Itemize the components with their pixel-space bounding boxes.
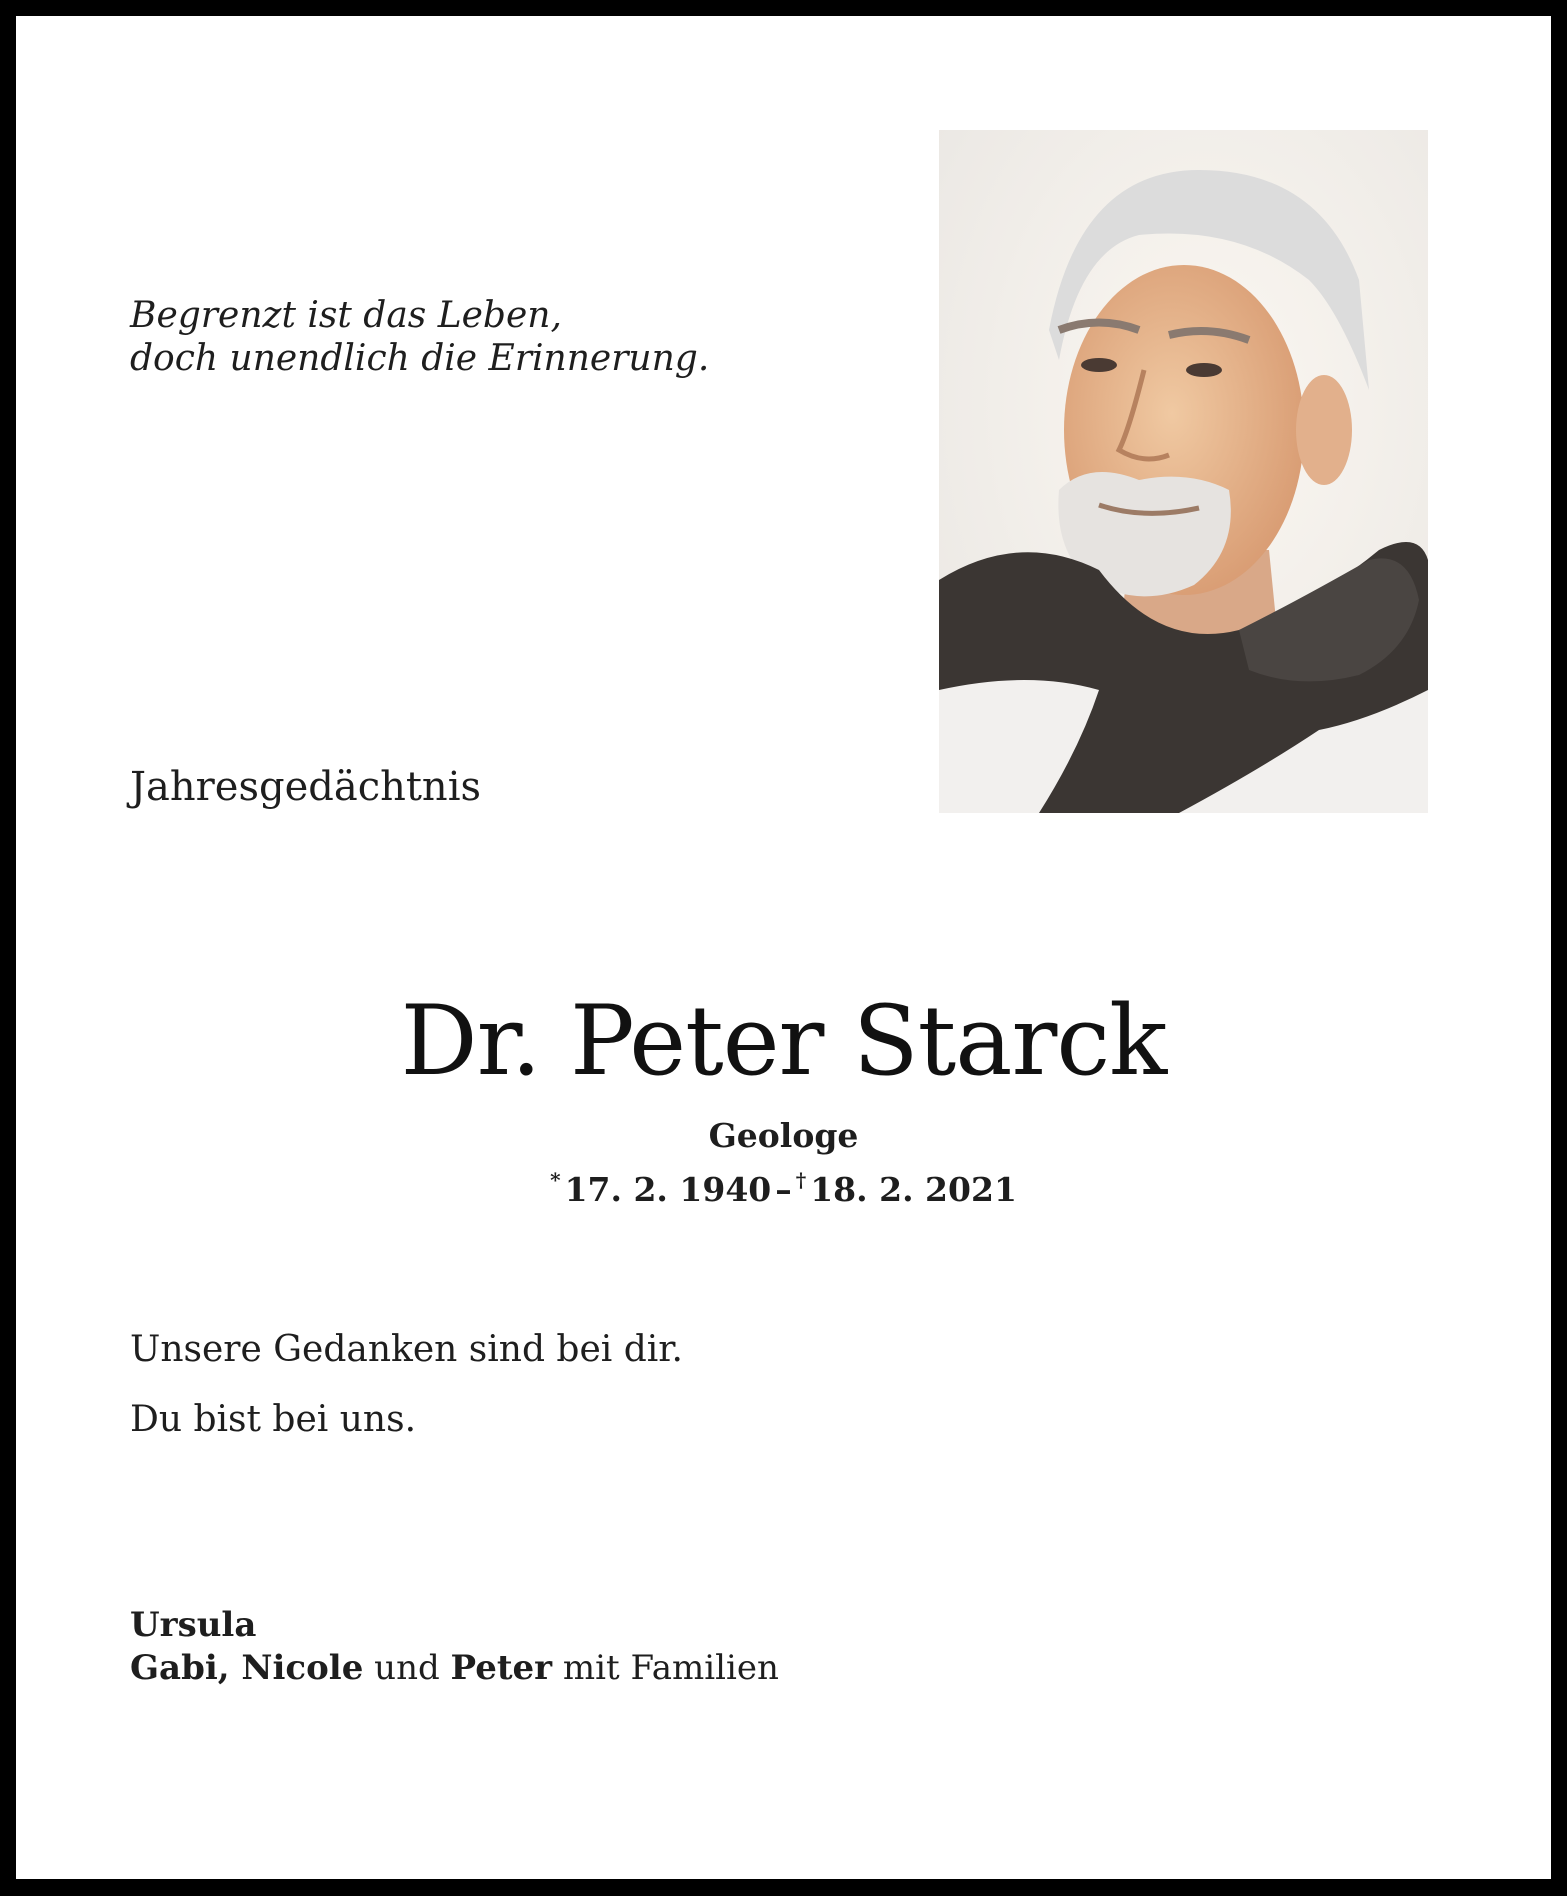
memorial-quote bbox=[130, 294, 709, 380]
signer-primary: Ursula bbox=[130, 1605, 257, 1645]
signers bbox=[130, 1604, 779, 1690]
message-line-1: Unsere Gedanken sind bei dir. bbox=[130, 1329, 683, 1370]
quote-line-2: doch unendlich die Erinnerung. bbox=[130, 338, 710, 379]
deceased-name: Dr. Peter Starck bbox=[400, 985, 1167, 1097]
signer-names-a: Gabi, Nicole bbox=[130, 1648, 364, 1688]
profession: Geologe bbox=[708, 1116, 859, 1155]
portrait-photo bbox=[939, 130, 1428, 813]
signer-name-b: Peter bbox=[450, 1648, 553, 1688]
death-symbol: † bbox=[795, 1168, 807, 1192]
occasion-heading: Jahresgedächtnis bbox=[130, 764, 482, 810]
date-separator: – bbox=[775, 1170, 792, 1209]
portrait-illustration bbox=[939, 130, 1428, 813]
quote-line-1: Begrenzt ist das Leben, bbox=[130, 295, 562, 336]
obituary-card bbox=[16, 16, 1551, 1879]
birth-symbol: * bbox=[550, 1168, 561, 1192]
signer-connector: und bbox=[374, 1648, 440, 1688]
message-line-2: Du bist bei uns. bbox=[130, 1399, 417, 1440]
birth-date: 17. 2. 1940 bbox=[564, 1170, 772, 1209]
signer-suffix: mit Familien bbox=[562, 1648, 779, 1688]
life-dates bbox=[16, 1160, 1551, 1210]
death-date: 18. 2. 2021 bbox=[810, 1170, 1017, 1209]
